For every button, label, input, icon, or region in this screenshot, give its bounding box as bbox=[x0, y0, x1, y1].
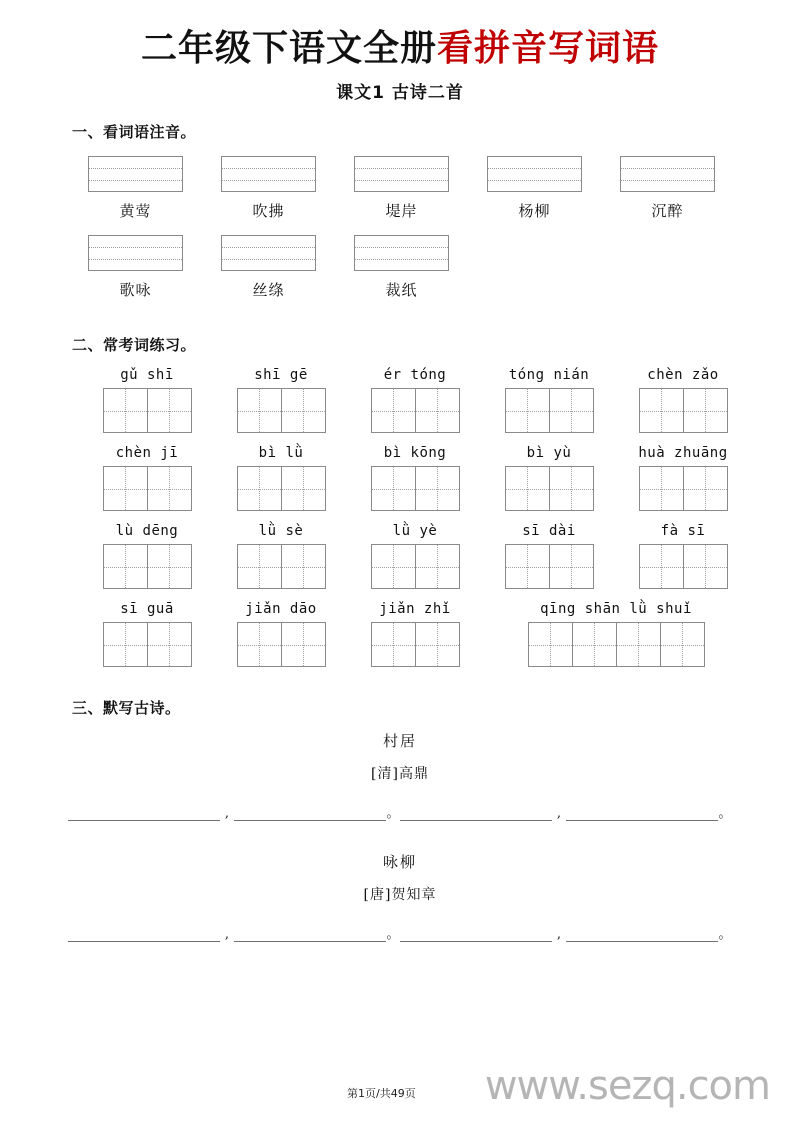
pinyin-writing-box[interactable] bbox=[487, 156, 582, 192]
section-two bbox=[0, 334, 800, 667]
pinyin-note-cell bbox=[487, 156, 620, 221]
tianzige-box[interactable] bbox=[415, 622, 460, 667]
tianzige-box[interactable] bbox=[549, 388, 594, 433]
grid-vertical-guide bbox=[393, 467, 394, 510]
tianzige-group[interactable] bbox=[103, 544, 192, 589]
tianzige-group[interactable] bbox=[505, 544, 594, 589]
grid-vertical-guide bbox=[437, 389, 438, 432]
grid-vertical-guide bbox=[527, 467, 528, 510]
answer-blank-line[interactable] bbox=[68, 803, 220, 821]
answer-blank-line[interactable] bbox=[566, 924, 718, 942]
pinyin-note-cell bbox=[354, 235, 487, 300]
pinyin-guide-line bbox=[89, 168, 182, 169]
pinyin-note-cell bbox=[88, 235, 221, 300]
tianzige-entry bbox=[214, 445, 348, 511]
tianzige-box[interactable] bbox=[237, 388, 282, 433]
grid-vertical-guide bbox=[303, 389, 304, 432]
pinyin-guide-line bbox=[355, 247, 448, 248]
grid-vertical-guide bbox=[705, 467, 706, 510]
entry-pinyin: chèn zǎo bbox=[647, 367, 719, 384]
tianzige-box[interactable] bbox=[415, 388, 460, 433]
grid-vertical-guide bbox=[682, 623, 683, 666]
grid-vertical-guide bbox=[303, 545, 304, 588]
grid-vertical-guide bbox=[437, 545, 438, 588]
tianzige-row bbox=[80, 601, 800, 667]
tianzige-entry bbox=[214, 601, 348, 667]
tianzige-box[interactable] bbox=[415, 544, 460, 589]
word-label: 裁纸 bbox=[385, 281, 418, 300]
line-punctuation: , bbox=[556, 806, 562, 822]
pinyin-note-cell bbox=[354, 156, 487, 221]
line-punctuation: , bbox=[224, 927, 230, 943]
entry-pinyin: gǔ shī bbox=[120, 367, 174, 384]
grid-vertical-guide bbox=[259, 545, 260, 588]
tianzige-entry bbox=[482, 523, 616, 589]
word-label: 丝绦 bbox=[252, 281, 285, 300]
entry-pinyin: lù dēng bbox=[115, 523, 179, 540]
answer-blank-line[interactable] bbox=[234, 924, 386, 942]
entry-pinyin: tóng nián bbox=[508, 367, 590, 384]
grid-vertical-guide bbox=[594, 623, 595, 666]
tianzige-box[interactable] bbox=[572, 622, 617, 667]
pinyin-guide-line bbox=[621, 180, 714, 181]
answer-blank-line[interactable] bbox=[400, 924, 552, 942]
tianzige-row bbox=[80, 523, 800, 589]
tianzige-box[interactable] bbox=[371, 544, 416, 589]
tianzige-box[interactable] bbox=[281, 622, 326, 667]
tianzige-box[interactable] bbox=[549, 544, 594, 589]
grid-vertical-guide bbox=[550, 623, 551, 666]
tianzige-group[interactable] bbox=[103, 622, 192, 667]
tianzige-box[interactable] bbox=[549, 466, 594, 511]
page-title-red-part: 看拼音写词语 bbox=[437, 27, 660, 69]
tianzige-entry bbox=[616, 523, 750, 589]
section-three-heading: 三、默写古诗。 bbox=[72, 699, 181, 718]
tianzige-box[interactable] bbox=[103, 622, 148, 667]
line-punctuation: 。 bbox=[718, 927, 732, 943]
site-watermark: www.sezq.com bbox=[484, 1063, 770, 1109]
tianzige-entry bbox=[348, 601, 482, 667]
section-one-heading: 一、看词语注音。 bbox=[72, 123, 197, 142]
tianzige-box[interactable] bbox=[147, 622, 192, 667]
pinyin-note-cell bbox=[88, 156, 221, 221]
grid-vertical-guide bbox=[661, 545, 662, 588]
pinyin-writing-box[interactable] bbox=[354, 235, 449, 271]
tianzige-entry bbox=[348, 445, 482, 511]
tianzige-box[interactable] bbox=[616, 622, 661, 667]
poem-answer-lines bbox=[68, 803, 732, 821]
tianzige-box[interactable] bbox=[281, 388, 326, 433]
poem-author: [唐]贺知章 bbox=[363, 887, 437, 904]
tianzige-group[interactable] bbox=[505, 388, 594, 433]
entry-pinyin: bì kōng bbox=[383, 445, 447, 462]
tianzige-box[interactable] bbox=[147, 544, 192, 589]
pinyin-guide-line bbox=[355, 180, 448, 181]
grid-vertical-guide bbox=[259, 389, 260, 432]
grid-vertical-guide bbox=[125, 545, 126, 588]
entry-pinyin: fà sī bbox=[660, 523, 706, 540]
tianzige-group[interactable] bbox=[371, 544, 460, 589]
line-punctuation: 。 bbox=[718, 806, 732, 822]
grid-vertical-guide bbox=[169, 467, 170, 510]
grid-vertical-guide bbox=[169, 623, 170, 666]
tianzige-entry bbox=[348, 523, 482, 589]
tianzige-entry-idiom bbox=[482, 601, 750, 667]
word-label: 吹拂 bbox=[252, 202, 285, 221]
tianzige-entry bbox=[80, 601, 214, 667]
tianzige-group[interactable] bbox=[371, 622, 460, 667]
pinyin-guide-line bbox=[89, 180, 182, 181]
grid-vertical-guide bbox=[125, 389, 126, 432]
tianzige-box[interactable] bbox=[528, 622, 573, 667]
word-label: 杨柳 bbox=[518, 202, 551, 221]
tianzige-entry bbox=[214, 523, 348, 589]
grid-vertical-guide bbox=[571, 389, 572, 432]
tianzige-entry bbox=[80, 367, 214, 433]
entry-pinyin: shī gē bbox=[254, 367, 308, 384]
entry-pinyin: huà zhuāng bbox=[638, 445, 728, 462]
tianzige-entry bbox=[482, 367, 616, 433]
pinyin-writing-box[interactable] bbox=[221, 235, 316, 271]
grid-vertical-guide bbox=[393, 545, 394, 588]
tianzige-row bbox=[80, 445, 800, 511]
tianzige-box[interactable] bbox=[660, 622, 705, 667]
grid-vertical-guide bbox=[393, 623, 394, 666]
grid-vertical-guide bbox=[638, 623, 639, 666]
grid-vertical-guide bbox=[259, 467, 260, 510]
pinyin-note-cell bbox=[620, 156, 753, 221]
tianzige-box[interactable] bbox=[415, 466, 460, 511]
pinyin-writing-box[interactable] bbox=[354, 156, 449, 192]
grid-vertical-guide bbox=[259, 623, 260, 666]
pinyin-note-row bbox=[88, 235, 800, 300]
pinyin-writing-box[interactable] bbox=[221, 156, 316, 192]
pinyin-guide-line bbox=[488, 180, 581, 181]
grid-vertical-guide bbox=[437, 623, 438, 666]
pinyin-writing-box[interactable] bbox=[88, 235, 183, 271]
tianzige-group[interactable] bbox=[528, 622, 705, 667]
answer-blank-line[interactable] bbox=[400, 803, 552, 821]
tianzige-box[interactable] bbox=[683, 466, 728, 511]
poem-title: 咏柳 bbox=[382, 853, 417, 872]
pinyin-guide-line bbox=[355, 259, 448, 260]
tianzige-box[interactable] bbox=[639, 388, 684, 433]
tianzige-box[interactable] bbox=[237, 466, 282, 511]
tianzige-group[interactable] bbox=[237, 388, 326, 433]
tianzige-group[interactable] bbox=[237, 544, 326, 589]
poem-block bbox=[0, 851, 800, 942]
tianzige-box[interactable] bbox=[505, 388, 550, 433]
grid-vertical-guide bbox=[437, 467, 438, 510]
pinyin-guide-line bbox=[89, 259, 182, 260]
line-punctuation: , bbox=[224, 806, 230, 822]
tianzige-group[interactable] bbox=[237, 466, 326, 511]
grid-vertical-guide bbox=[303, 623, 304, 666]
tianzige-group[interactable] bbox=[237, 622, 326, 667]
word-label: 沉醉 bbox=[651, 202, 684, 221]
pinyin-guide-line bbox=[355, 168, 448, 169]
word-label: 堤岸 bbox=[385, 202, 418, 221]
pinyin-guide-line bbox=[222, 259, 315, 260]
tianzige-group[interactable] bbox=[639, 388, 728, 433]
tianzige-group[interactable] bbox=[505, 466, 594, 511]
entry-pinyin: jiǎn dāo bbox=[245, 601, 317, 618]
entry-pinyin: chèn jī bbox=[115, 445, 179, 462]
section-one bbox=[0, 121, 800, 300]
tianzige-box[interactable] bbox=[103, 388, 148, 433]
tianzige-entry bbox=[616, 445, 750, 511]
tianzige-box[interactable] bbox=[237, 544, 282, 589]
line-punctuation: 。 bbox=[386, 927, 400, 943]
entry-pinyin: sī dài bbox=[522, 523, 576, 540]
entry-pinyin: bì lǜ bbox=[258, 445, 304, 462]
grid-vertical-guide bbox=[527, 389, 528, 432]
pinyin-note-cell bbox=[221, 156, 354, 221]
tianzige-box[interactable] bbox=[505, 544, 550, 589]
page-title-block bbox=[0, 0, 800, 103]
line-punctuation: , bbox=[556, 927, 562, 943]
tianzige-group[interactable] bbox=[371, 388, 460, 433]
pinyin-guide-line bbox=[222, 168, 315, 169]
entry-pinyin: bì yù bbox=[526, 445, 572, 462]
grid-vertical-guide bbox=[169, 545, 170, 588]
poem-block bbox=[0, 730, 800, 821]
tianzige-box[interactable] bbox=[683, 388, 728, 433]
grid-vertical-guide bbox=[571, 545, 572, 588]
word-label: 歌咏 bbox=[119, 281, 152, 300]
tianzige-entry bbox=[348, 367, 482, 433]
tianzige-box[interactable] bbox=[683, 544, 728, 589]
answer-blank-line[interactable] bbox=[234, 803, 386, 821]
pinyin-note-cell bbox=[221, 235, 354, 300]
line-punctuation: 。 bbox=[386, 806, 400, 822]
tianzige-box[interactable] bbox=[639, 544, 684, 589]
page-number-footer: 第1页/共49页 bbox=[347, 1087, 416, 1100]
grid-vertical-guide bbox=[705, 545, 706, 588]
tianzige-group[interactable] bbox=[639, 466, 728, 511]
tianzige-entry bbox=[214, 367, 348, 433]
pinyin-note-row bbox=[88, 156, 800, 221]
tianzige-group[interactable] bbox=[103, 466, 192, 511]
section-two-heading: 二、常考词练习。 bbox=[72, 336, 197, 355]
page-subtitle: 课文1 古诗二首 bbox=[336, 83, 464, 104]
pinyin-guide-line bbox=[89, 247, 182, 248]
tianzige-box[interactable] bbox=[281, 544, 326, 589]
grid-vertical-guide bbox=[661, 467, 662, 510]
tianzige-box[interactable] bbox=[505, 466, 550, 511]
page-title-black-part: 二年级下语文全册 bbox=[140, 27, 437, 69]
answer-blank-line[interactable] bbox=[68, 924, 220, 942]
poem-title: 村居 bbox=[382, 732, 417, 751]
answer-blank-line[interactable] bbox=[566, 803, 718, 821]
tianzige-box[interactable] bbox=[371, 466, 416, 511]
pinyin-guide-line bbox=[488, 168, 581, 169]
entry-pinyin: ér tóng bbox=[383, 367, 447, 384]
tianzige-box[interactable] bbox=[103, 544, 148, 589]
pinyin-writing-box[interactable] bbox=[88, 156, 183, 192]
tianzige-entry bbox=[80, 523, 214, 589]
word-label: 黄莺 bbox=[119, 202, 152, 221]
grid-vertical-guide bbox=[393, 389, 394, 432]
poem-author: [清]高鼎 bbox=[371, 766, 429, 783]
grid-vertical-guide bbox=[303, 467, 304, 510]
tianzige-box[interactable] bbox=[147, 388, 192, 433]
tianzige-group[interactable] bbox=[103, 388, 192, 433]
grid-vertical-guide bbox=[661, 389, 662, 432]
page-title bbox=[0, 28, 800, 69]
entry-pinyin: lǜ sè bbox=[258, 523, 304, 540]
tianzige-box[interactable] bbox=[237, 622, 282, 667]
grid-vertical-guide bbox=[125, 467, 126, 510]
pinyin-writing-box[interactable] bbox=[620, 156, 715, 192]
tianzige-box[interactable] bbox=[371, 388, 416, 433]
tianzige-row bbox=[80, 367, 800, 433]
entry-pinyin: qīng shān lǜ shuǐ bbox=[540, 601, 692, 618]
tianzige-box[interactable] bbox=[147, 466, 192, 511]
grid-vertical-guide bbox=[705, 389, 706, 432]
grid-vertical-guide bbox=[571, 467, 572, 510]
tianzige-entry bbox=[482, 445, 616, 511]
tianzige-box[interactable] bbox=[103, 466, 148, 511]
pinyin-guide-line bbox=[222, 180, 315, 181]
tianzige-box[interactable] bbox=[281, 466, 326, 511]
tianzige-entry bbox=[80, 445, 214, 511]
tianzige-entry bbox=[616, 367, 750, 433]
pinyin-guide-line bbox=[621, 168, 714, 169]
tianzige-group[interactable] bbox=[639, 544, 728, 589]
section-three bbox=[0, 697, 800, 942]
grid-vertical-guide bbox=[527, 545, 528, 588]
tianzige-group[interactable] bbox=[371, 466, 460, 511]
entry-pinyin: jiǎn zhǐ bbox=[379, 601, 451, 618]
entry-pinyin: lǜ yè bbox=[392, 523, 438, 540]
grid-vertical-guide bbox=[125, 623, 126, 666]
tianzige-box[interactable] bbox=[639, 466, 684, 511]
entry-pinyin: sī guā bbox=[120, 601, 174, 618]
pinyin-guide-line bbox=[222, 247, 315, 248]
poem-answer-lines bbox=[68, 924, 732, 942]
grid-vertical-guide bbox=[169, 389, 170, 432]
tianzige-box[interactable] bbox=[371, 622, 416, 667]
